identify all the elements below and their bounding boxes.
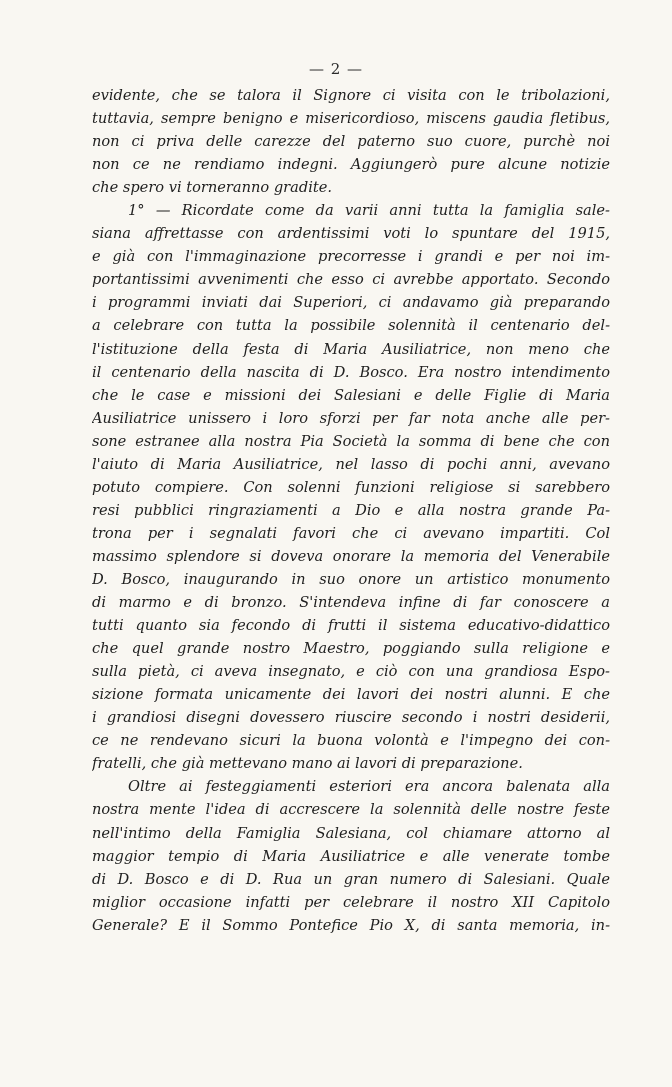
body-text bbox=[92, 84, 610, 937]
text-line: a celebrare con tutta la possibile solennità il centenario del- bbox=[92, 317, 610, 335]
text-line: il centenario della nascita di D. Bosco. Era nostro intendimento bbox=[92, 363, 610, 381]
text-line: siana affrettasse con ardentissimi voti lo spuntare del 1915, bbox=[92, 225, 610, 243]
text-line: 1° — Ricordate come da varii anni tutta la famiglia sale- bbox=[128, 202, 610, 220]
text-line: tutti quanto sia fecondo di frutti il sistema educativo-didattico bbox=[92, 617, 610, 635]
text-line: tuttavia, sempre benigno e misericordioso, miscens gaudia fletibus, bbox=[92, 110, 610, 128]
text-line: l'istituzione della festa di Maria Ausiliatrice, non meno che bbox=[92, 340, 610, 358]
paragraph-2 bbox=[92, 199, 610, 775]
text-line: maggior tempio di Maria Ausiliatrice e alle venerate tombe bbox=[92, 847, 610, 865]
text-line: Ausiliatrice unissero i loro sforzi per far nota anche alle per- bbox=[92, 409, 610, 427]
text-line: portantissimi avvenimenti che esso ci avrebbe apportato. Secondo bbox=[92, 271, 610, 289]
text-line: di D. Bosco e di D. Rua un gran numero di Salesiani. Quale bbox=[92, 870, 610, 888]
text-line: trona per i segnalati favori che ci avevano impartiti. Col bbox=[92, 524, 610, 542]
text-line: sizione formata unicamente dei lavori dei nostri alunni. E che bbox=[92, 686, 610, 704]
text-line: potuto compiere. Con solenni funzioni religiose si sarebbero bbox=[92, 478, 610, 496]
text-line: D. Bosco, inaugurando in suo onore un artistico monumento bbox=[92, 570, 610, 588]
text-line: Generale? E il Sommo Pontefice Pio X, di santa memoria, in- bbox=[92, 916, 610, 934]
text-line: fratelli, che già mettevano mano ai lavori di preparazione. bbox=[92, 755, 523, 773]
text-line: sulla pietà, ci aveva insegnato, e ciò con una grandiosa Espo- bbox=[92, 663, 610, 681]
text-line: non ce ne rendiamo indegni. Aggiungerò pure alcune notizie bbox=[92, 156, 610, 174]
text-line: l'aiuto di Maria Ausiliatrice, nel lasso di pochi anni, avevano bbox=[92, 455, 610, 473]
text-line: sone estranee alla nostra Pia Società la somma di bene che con bbox=[92, 432, 610, 450]
text-line: miglior occasione infatti per celebrare il nostro XII Capitolo bbox=[92, 893, 610, 911]
text-line: nell'intimo della Famiglia Salesiana, col chiamare attorno al bbox=[92, 824, 610, 842]
text-line: ce ne rendevano sicuri la buona volontà e l'impegno dei con- bbox=[92, 732, 610, 750]
paragraph-3 bbox=[92, 775, 610, 936]
text-line: che quel grande nostro Maestro, poggiando sulla religione e bbox=[92, 640, 610, 658]
text-line: che le case e missioni dei Salesiani e delle Figlie di Maria bbox=[92, 386, 610, 404]
text-line: non ci priva delle carezze del paterno suo cuore, purchè noi bbox=[92, 133, 610, 151]
text-line: che spero vi torneranno gradite. bbox=[92, 179, 332, 197]
paragraph-1 bbox=[92, 84, 610, 199]
text-line: i programmi inviati dai Superiori, ci andavamo già preparando bbox=[92, 294, 610, 312]
text-line: evidente, che se talora il Signore ci visita con le tribolazioni, bbox=[92, 87, 610, 104]
text-line: massimo splendore si doveva onorare la memoria del Venerabile bbox=[92, 547, 610, 565]
text-line: i grandiosi disegni dovessero riuscire secondo i nostri desiderii, bbox=[92, 709, 610, 727]
text-line: resi pubblici ringraziamenti a Dio e alla nostra grande Pa- bbox=[92, 501, 610, 519]
text-line: di marmo e di bronzo. S'intendeva infine di far conoscere a bbox=[92, 594, 610, 612]
text-line: nostra mente l'idea di accrescere la solennità delle nostre feste bbox=[92, 801, 610, 819]
text-line: e già con l'immaginazione precorresse i grandi e per noi im- bbox=[92, 248, 610, 266]
text-line: Oltre ai festeggiamenti esteriori era ancora balenata alla bbox=[128, 778, 610, 796]
page-number: — 2 — bbox=[308, 60, 364, 78]
